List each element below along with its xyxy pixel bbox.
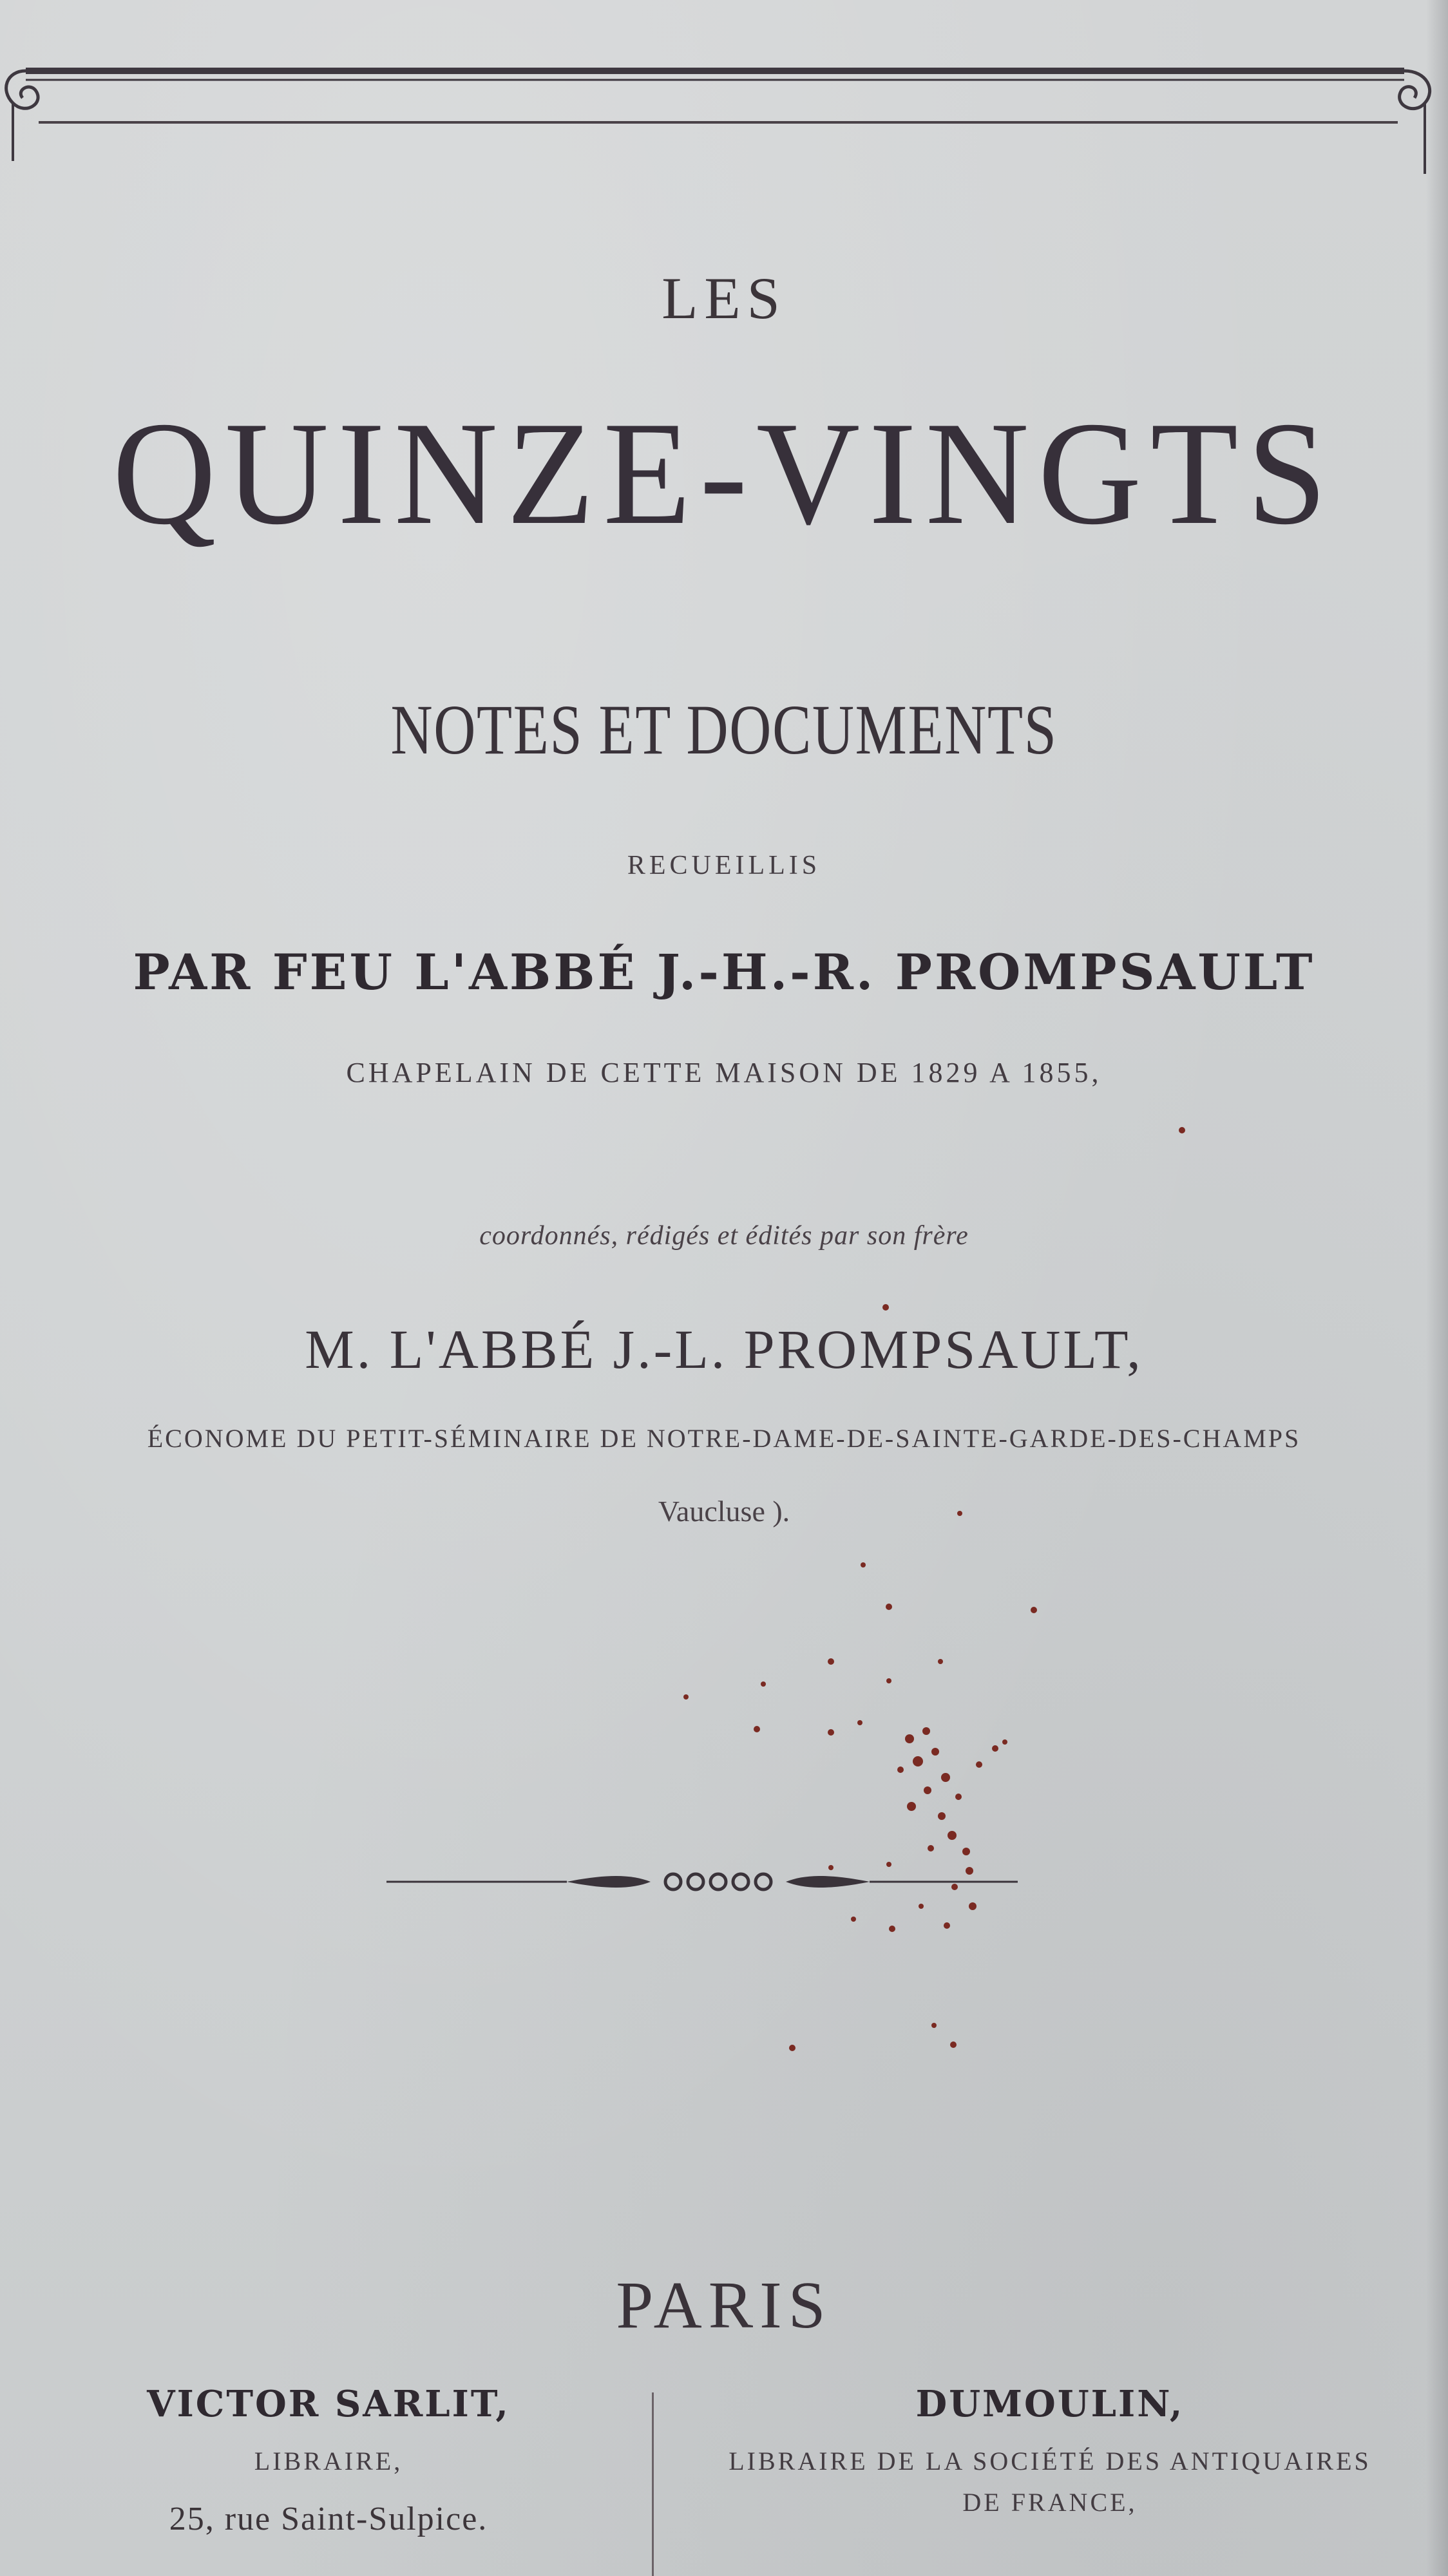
- author-line: PAR FEU L'ABBÉ J.-H.-R. PROMPSAULT: [133, 943, 1315, 1001]
- publisher-left-name: VICTOR SARLIT,: [147, 2383, 510, 2425]
- author-role-line: CHAPELAIN DE CETTE MAISON DE 1829 A 1855,: [346, 1057, 1102, 1088]
- publisher-left-address: 25, rue Saint-Sulpice.: [169, 2501, 488, 2537]
- editor-name: M. L'ABBÉ J.-L. PROMPSAULT,: [305, 1318, 1143, 1380]
- editor-role-line: ÉCONOME DU PETIT-SÉMINAIRE DE NOTRE-DAME-DE-SAINTE-GARDE-DES-CHAMPS: [147, 1424, 1301, 1453]
- subtitle: NOTES ET DOCUMENTS: [390, 690, 1058, 769]
- publisher-right-role-1: LIBRAIRE DE LA SOCIÉTÉ DES ANTIQUAIRES: [729, 2447, 1371, 2476]
- publisher-right-role-2: DE FRANCE,: [962, 2488, 1138, 2517]
- publisher-right: [683, 2383, 1417, 2523]
- publisher-left-role: LIBRAIRE,: [254, 2447, 403, 2476]
- imprint-divider: [652, 2392, 654, 2576]
- main-title: QUINZE-VINGTS: [112, 391, 1336, 555]
- imprint-city: PARIS: [616, 2268, 832, 2342]
- publisher-right-name: DUMOULIN,: [915, 2383, 1185, 2425]
- editor-intro-line: coordonnés, rédigés et édités par son frère: [479, 1221, 969, 1251]
- title-article: LES: [662, 265, 786, 331]
- publisher-left: [26, 2383, 631, 2538]
- recueillis-line: RECUEILLIS: [627, 851, 821, 880]
- editor-location: Vaucluse ).: [658, 1495, 790, 1528]
